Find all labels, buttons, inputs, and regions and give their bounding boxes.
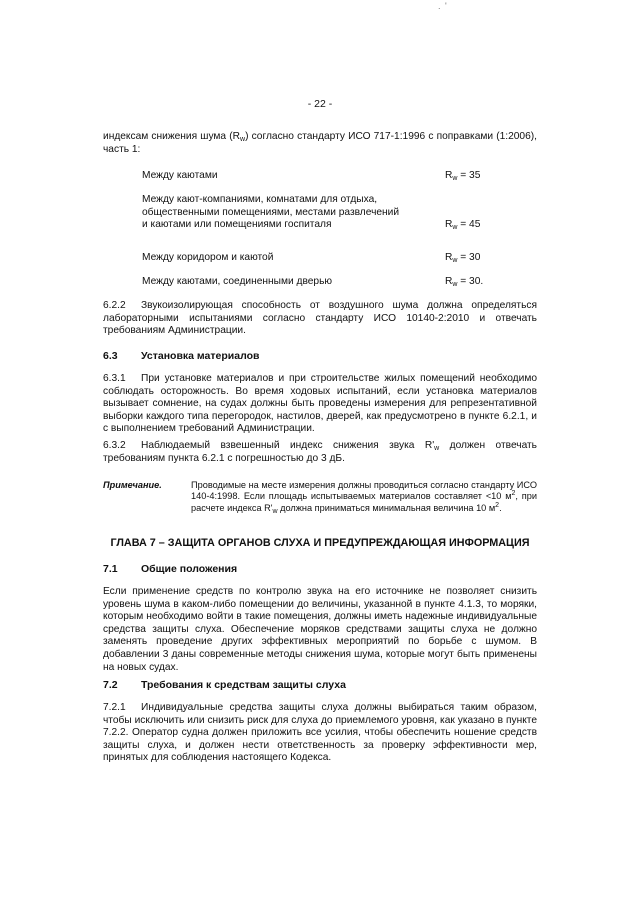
paragraph-6-3-1: 6.3.1 При установке материалов и при строительстве жилых помещений необходимо соблюдать осторожность. Во время ходовых испытаний, если установка материалов вызывает сомнение, на судах должны быть проведены измерения для репрезентативной выборки каждого типа перегородок, настилов, дверей, как предусмотрено в пункте 6.2.1, и с выполнением требований Администрации. [103,373,537,435]
section-heading-7-2: 7.2 Требования к средствам защиты слуха [103,679,346,691]
scan-mark: . ' [438,1,448,11]
paragraph-6-2-2: 6.2.2 Звукоизолирующая способность от воздушного шума должна определяться лабораторными испытаниями согласно стандарту ИСО 10140-2:2010 и отвечать требованиям Администрации. [103,300,537,337]
list-item [142,276,537,289]
note-label: Примечание. [103,480,162,490]
section-heading-6-3: 6.3 Установка материалов [103,350,260,362]
note-text: Проводимые на месте измерения должны проводиться согласно стандарту ИСО 140-4:1998. Если площадь испытываемых материалов составляет <10 $м^2$, при расчете индекса $R'_w$ должна приниматься минимальная величина 10 $м^2$. [191,480,537,515]
item-value: $R_w = 35$ [445,170,481,182]
note [103,480,537,514]
intro-paragraph: индексам снижения шума $(R_w)$ согласно стандарту ИСО 717-1:1996 с поправками (1:2006), часть 1: [103,131,537,155]
section-heading-7-1: 7.1 Общие положения [103,563,238,575]
chapter-title: ГЛАВА 7 – ЗАЩИТА ОРГАНОВ СЛУХА И ПРЕДУПРЕЖДАЮЩАЯ ИНФОРМАЦИЯ [110,537,530,549]
item-name: Между кают-компаниями, комнатами для отдыха, общественными помещениями, местами развлечений и каютами или помещениями госпиталя [142,194,400,231]
item-name: Между коридором и каютой [142,252,274,263]
item-value: $R_w = 45$ [445,219,481,232]
item-value: $R_w = 30$. [445,276,484,288]
page-number: - 22 - [307,98,333,110]
paragraph-7-2-1: 7.2.1 Индивидуальные средства защиты слуха должны выбираться таким образом, чтобы исключить или снизить риск для слуха до приемлемого уровня, как указано в пункте 7.2.2. Оператор судна должен приложить все усилия, чтобы обеспечить ношение средств защиты слуха, и должен нести ответственность за проверку эффективности мер, принятых для соблюдения настоящего Кодекса. [103,702,537,764]
paragraph-6-3-2: 6.3.2 Наблюдаемый взвешенный индекс снижения звука $R'_w$ должен отвечать требованиям пункта 6.2.1 с погрешностью до 3 дБ. [103,440,537,464]
paragraph-7-1: Если применение средств по контролю звука на его источнике не позволяет снизить уровень шума в каком-либо помещении до величины, указанной в пункте 4.1.3, то моряки, которым необходимо войти в такие помещения, должны иметь надежные индивидуальные средства защиты слуха. Обеспечение моряков средствами защиты слуха не должно заменять проведение других эффективных мероприятий по борьбе с шумом. В добавлении 3 даны современные методы снижения шума, которые могут быть применены на новых судах. [103,586,537,673]
list-item [142,252,537,265]
list-item [142,194,537,232]
item-name: Между каютами [142,170,218,181]
list-item [142,170,537,183]
item-name: Между каютами, соединенными дверью [142,276,333,287]
item-value: $R_w = 30$ [445,252,481,264]
